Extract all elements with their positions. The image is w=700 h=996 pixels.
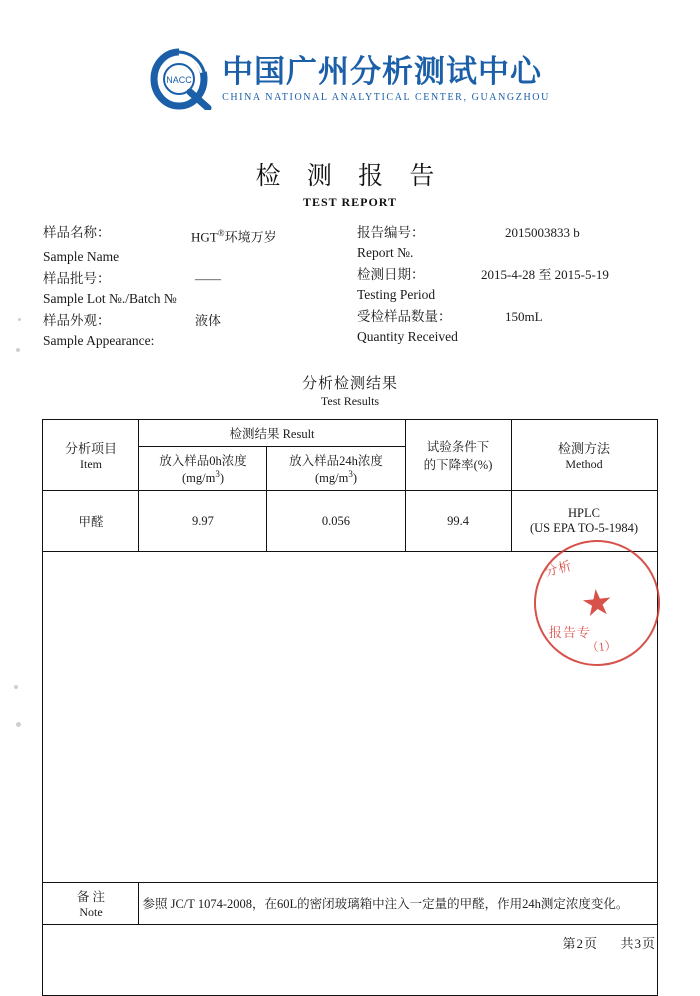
field-sample-appearance	[43, 312, 343, 350]
results-heading	[0, 372, 700, 409]
scan-speckle	[18, 318, 21, 321]
svg-text:NACC: NACC	[166, 75, 192, 85]
report-number-label-en: Report №.	[357, 245, 414, 260]
field-sample-name	[43, 224, 343, 266]
header-reduction-line1: 试验条件下	[426, 440, 490, 455]
header-result-group: 检测结果 Result	[139, 420, 405, 447]
note-label-cn: 备 注	[76, 890, 106, 905]
note-text: 参照 JC/T 1074-2008，在60L的密闭玻璃箱中注入一定量的甲醛，作用24h测定浓度变化。	[139, 883, 657, 925]
header-method-en: Method	[565, 457, 603, 472]
header-conc-0h: 放入样品0h浓度$(mg/m^3)$	[139, 447, 267, 491]
page-title	[0, 156, 700, 210]
scan-speckle	[14, 685, 18, 689]
sample-appearance-label-en: Sample Appearance:	[43, 333, 155, 349]
stamp-text-number: （1）	[585, 638, 618, 656]
header-conc-24h: 放入样品24h浓度$(mg/m^3)$	[267, 447, 405, 491]
cell-item: 甲醛	[43, 491, 139, 552]
metadata-left-column	[43, 224, 343, 354]
sample-name-label-cn: 样品名称：	[43, 225, 111, 240]
field-quantity-received	[357, 308, 657, 346]
cell-conc-0h: 9.97	[139, 491, 267, 552]
header-item-cn: 分析项目	[64, 441, 117, 457]
quantity-received-label-en: Quantity Received	[357, 329, 458, 344]
report-number-label-cn: 报告编号：	[357, 225, 425, 240]
testing-period-label-cn: 检测日期：	[357, 267, 425, 282]
table-note-row	[43, 883, 657, 925]
sample-lot-value: ——	[195, 271, 221, 287]
sample-appearance-label-cn: 样品外观：	[43, 313, 111, 329]
stamp-text-bottom: 报告专	[548, 624, 591, 640]
header-reduction-line2: 的下降率(%)	[423, 458, 493, 473]
metadata-right-column	[357, 224, 657, 354]
note-label-en: Note	[79, 905, 103, 920]
header-reduction-rate	[405, 420, 511, 491]
organization-logo	[150, 48, 550, 110]
sample-metadata	[43, 224, 657, 354]
cell-conc-24h: 0.056	[267, 491, 405, 552]
quantity-received-label-cn: 受检样品数量：	[357, 309, 452, 324]
header-method-cn: 检测方法	[557, 441, 610, 457]
testing-period-label-en: Testing Period	[357, 287, 436, 302]
field-sample-lot	[43, 270, 343, 308]
scan-speckle	[16, 722, 21, 727]
sample-name-label-en: Sample Name	[43, 249, 120, 265]
cell-reduction: 99.4	[405, 491, 511, 552]
sample-name-value: HGT®环境万岁	[191, 228, 277, 245]
quantity-received-value: 150mL	[505, 309, 543, 324]
header-item	[43, 420, 139, 491]
title-en: TEST REPORT	[302, 195, 398, 209]
sample-lot-label-en: Sample Lot №./Batch №	[43, 291, 177, 307]
cell-method-line1: HPLC	[568, 506, 600, 521]
header-item-en: Item	[79, 457, 102, 472]
sample-lot-label-cn: 样品批号：	[43, 271, 111, 287]
report-header	[0, 0, 700, 110]
nacc-circle-logo-icon	[150, 48, 212, 110]
report-number-value: 2015003833 b	[505, 225, 580, 240]
stamp-text-top: 分析	[542, 557, 574, 580]
note-label	[43, 883, 139, 925]
page-total: 共3页	[620, 936, 656, 951]
page-footer	[562, 933, 656, 952]
results-heading-cn: 分析检测结果	[301, 376, 398, 393]
scan-speckle	[16, 348, 20, 352]
title-cn: 检 测 报 告	[255, 163, 445, 190]
star-icon: ★	[578, 581, 616, 625]
field-testing-period	[357, 266, 657, 304]
sample-appearance-value: 液体	[195, 313, 222, 329]
table-header-row-1	[43, 420, 657, 447]
test-results-table	[42, 419, 657, 996]
organization-name-en: CHINA NATIONAL ANALYTICAL CENTER, GUANGZHOU	[222, 92, 550, 104]
cell-method-line2: (US EPA TO-5-1984)	[529, 521, 639, 536]
table-row	[43, 491, 657, 552]
organization-name-cn: 中国广州分析测试中心	[222, 53, 543, 89]
results-heading-en: Test Results	[320, 394, 380, 409]
header-method	[511, 420, 657, 491]
page-current: 第2页	[562, 936, 598, 951]
field-report-number	[357, 224, 657, 262]
testing-period-value: 2015-4-28 至 2015-5-19	[481, 267, 609, 282]
